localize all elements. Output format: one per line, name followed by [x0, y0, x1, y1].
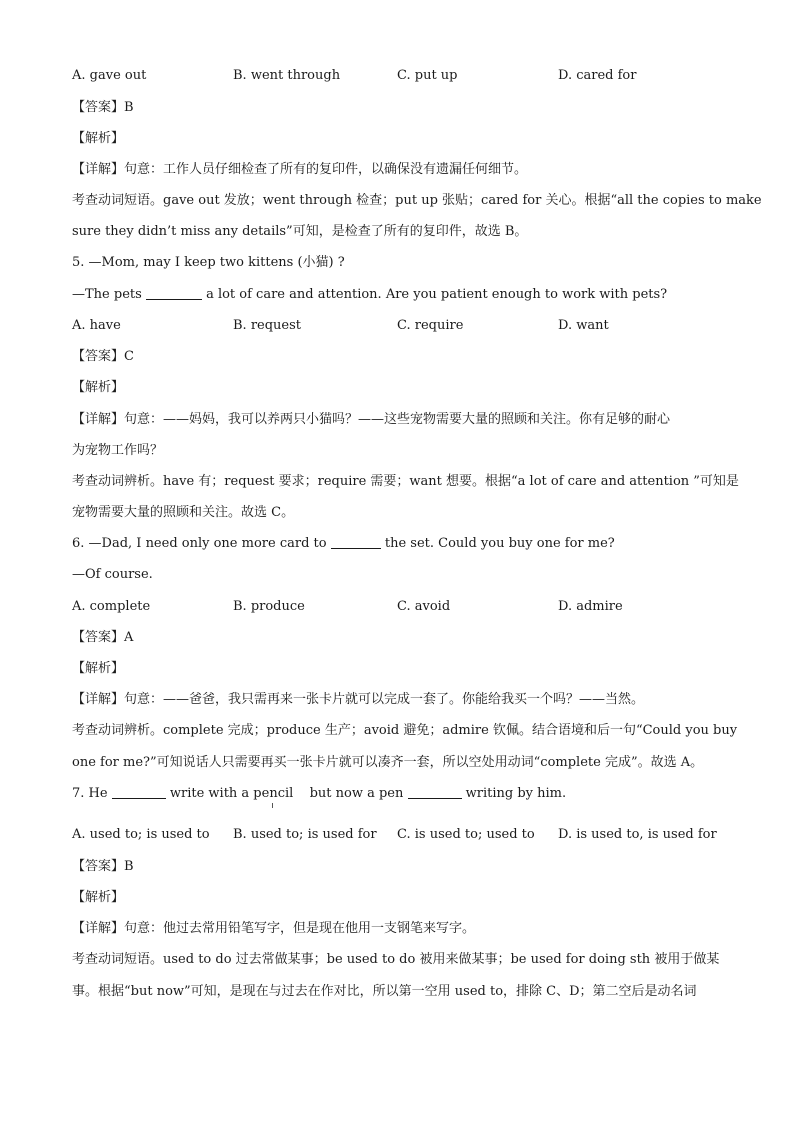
- q5-option-c: C. require: [397, 318, 464, 333]
- stray-mark: [272, 803, 273, 808]
- q5-explain-line2: 宠物需要大量的照顾和关注。故选 C。: [72, 505, 295, 520]
- q5-detail-line1: 【详解】句意：——妈妈，我可以养两只小猫吗？——这些宠物需要大量的照顾和关注。你有足够的耐心: [72, 412, 671, 427]
- q7-stem: [72, 785, 732, 803]
- q5-stem-part1: —The pets: [72, 287, 142, 302]
- q6-explain-line1: 考查动词辨析。complete 完成；produce 生产；avoid 避免；admire 钦佩。结合语境和后一句“Could you buy: [72, 723, 738, 738]
- q7-option-d: D. is used to, is used for: [558, 827, 717, 842]
- q5-analysis-label: 【解析】: [72, 380, 125, 395]
- q5-option-a: A. have: [72, 318, 121, 333]
- q7-stem-part4: writing by him.: [465, 786, 567, 801]
- q4-explain-line2: sure they didn’t miss any details”可知，是检查了所有的复印件，故选 B。: [72, 224, 528, 239]
- q4-option-b: B. went through: [233, 68, 341, 83]
- q6-explain-line2: one for me?”可知说话人只需要再买一张卡片就可以凑齐一套，所以空处用动词“complete 完成”。故选 A。: [72, 755, 704, 770]
- q7-option-a: A. used to; is used to: [72, 827, 210, 842]
- q5-answer: 【答案】C: [72, 349, 134, 364]
- q6-option-b: B. produce: [233, 599, 305, 614]
- q4-explain-line1: 考查动词短语。gave out 发放；went through 检查；put up 张贴；cared for 关心。根据“all the copies to make: [72, 193, 762, 208]
- q6-answer: 【答案】A: [72, 630, 134, 645]
- q6-option-a: A. complete: [72, 599, 151, 614]
- q7-stem-part2: write with a pencil: [169, 786, 294, 801]
- q6-detail: 【详解】句意：——爸爸，我只需再来一张卡片就可以完成一套了。你能给我买一个吗？——当然。: [72, 692, 645, 707]
- q6-option-d: D. admire: [558, 599, 623, 614]
- q5-blank: [146, 287, 202, 300]
- q6-analysis-label: 【解析】: [72, 661, 125, 676]
- q7-explain-line1: 考查动词短语。used to do 过去常做某事；be used to do 被用来做某事；be used for doing sth 被用于做某: [72, 952, 720, 967]
- q4-answer: 【答案】B: [72, 100, 134, 115]
- q7-option-b: B. used to; is used for: [233, 827, 377, 842]
- q7-explain-line2: 事。根据“but now”可知，是现在与过去在作对比，所以第一空用 used to，排除 C、D；第二空后是动名词: [72, 984, 697, 999]
- q5-stem-line1: 5. —Mom, may I keep two kittens (小猫) ?: [72, 255, 345, 270]
- q6-stem-part2: the set. Could you buy one for me?: [384, 536, 615, 551]
- q6-stem-part1: 6. —Dad, I need only one more card to: [72, 536, 327, 551]
- q4-option-c: C. put up: [397, 68, 458, 83]
- q4-option-d: D. cared for: [558, 68, 637, 83]
- q5-option-d: D. want: [558, 318, 609, 333]
- q5-stem-part2: a lot of care and attention. Are you patient enough to work with pets?: [206, 287, 668, 302]
- q5-detail-line2: 为宠物工作吗？: [72, 443, 164, 458]
- q6-stem-line1: [72, 535, 732, 553]
- q5-explain-line1: 考查动词辨析。have 有；request 要求；require 需要；want 想要。根据“a lot of care and attention ”可知是: [72, 474, 739, 489]
- q7-stem-part3: but now a pen: [309, 786, 404, 801]
- q6-blank: [331, 536, 381, 549]
- q7-option-c: C. is used to; used to: [397, 827, 535, 842]
- q7-analysis-label: 【解析】: [72, 890, 125, 905]
- q7-stem-part1: 7. He: [72, 786, 108, 801]
- q5-stem-line2: [72, 286, 732, 304]
- q5-option-b: B. request: [233, 318, 302, 333]
- q6-stem-line2: —Of course.: [72, 567, 153, 582]
- q7-detail: 【详解】句意：他过去常用铅笔写字，但是现在他用一支钢笔来写字。: [72, 921, 476, 936]
- q6-option-c: C. avoid: [397, 599, 451, 614]
- q4-detail: 【详解】句意：工作人员仔细检查了所有的复印件，以确保没有遗漏任何细节。: [72, 162, 528, 177]
- q7-answer: 【答案】B: [72, 859, 134, 874]
- q7-blank-1: [112, 786, 166, 799]
- q4-option-a: A. gave out: [72, 68, 147, 83]
- q7-blank-2: [408, 786, 462, 799]
- q4-analysis-label: 【解析】: [72, 131, 125, 146]
